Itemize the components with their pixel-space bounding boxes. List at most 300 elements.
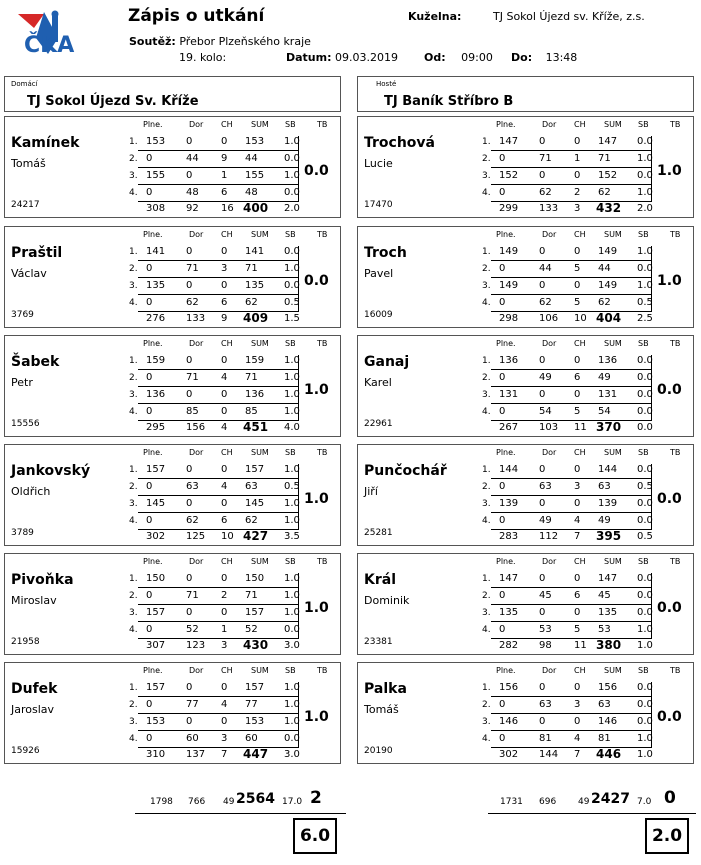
column-header: CH	[574, 120, 586, 129]
score-cell: 0	[221, 389, 228, 400]
score-cell: 0	[574, 573, 581, 584]
player-first-name: Dominik	[364, 594, 410, 607]
column-header: SUM	[604, 448, 622, 457]
row-number: 4.	[129, 407, 138, 417]
row-underline	[138, 420, 299, 421]
column-header: Dor	[189, 230, 204, 239]
player-id: 15926	[11, 746, 40, 756]
score-cell: 0	[146, 187, 153, 198]
column-divider	[298, 464, 299, 530]
player-surname: Šabek	[11, 354, 60, 370]
score-cell: 0	[186, 573, 193, 584]
score-cell: 3	[221, 733, 228, 744]
column-header: SUM	[251, 120, 269, 129]
player-total-cell: 3.5	[284, 531, 300, 542]
score-cell: 1	[221, 170, 228, 181]
column-header: SB	[285, 230, 296, 239]
column-header: SUM	[251, 666, 269, 675]
row-number: 2.	[482, 154, 491, 164]
score-cell: 0	[221, 136, 228, 147]
player-id: 3789	[11, 528, 34, 538]
player-total-cell: 1.0	[637, 640, 653, 651]
column-header: TB	[317, 448, 328, 457]
row-underline	[138, 386, 299, 387]
column-header: Dor	[189, 557, 204, 566]
away-player-card	[357, 226, 694, 328]
row-underline	[491, 713, 652, 714]
score-cell: 81	[598, 733, 611, 744]
player-points: 0.0	[657, 709, 682, 725]
score-cell: 150	[245, 573, 265, 584]
score-cell: 6	[221, 187, 228, 198]
score-cell: 71	[186, 590, 199, 601]
player-total-cell: 0.0	[637, 422, 653, 433]
column-header: SB	[285, 448, 296, 457]
soutez-line	[129, 35, 311, 48]
column-header: SUM	[251, 557, 269, 566]
column-header: Plne.	[496, 557, 516, 566]
score-cell: 145	[245, 498, 265, 509]
row-number: 2.	[482, 482, 491, 492]
home-totals-underline	[135, 813, 346, 814]
score-cell: 44	[598, 263, 611, 274]
row-underline	[491, 420, 652, 421]
score-cell: 1.0	[284, 170, 300, 181]
round-label: 19. kolo:	[179, 51, 227, 64]
score-cell: 54	[598, 406, 611, 417]
score-cell: 0	[186, 246, 193, 257]
column-header: CH	[574, 339, 586, 348]
column-header: Dor	[542, 339, 557, 348]
score-cell: 77	[245, 699, 258, 710]
player-surname: Palka	[364, 681, 407, 697]
player-total-cell: 299	[499, 203, 519, 214]
player-points: 1.0	[304, 491, 329, 507]
player-id: 21958	[11, 637, 40, 647]
score-cell: 0.0	[637, 355, 653, 366]
row-underline	[491, 150, 652, 151]
player-total-cell: 9	[221, 313, 228, 324]
player-total-cell: 298	[499, 313, 519, 324]
player-first-name: Jiří	[364, 485, 378, 498]
score-cell: 0	[186, 682, 193, 693]
score-cell: 1	[221, 624, 228, 635]
player-points: 1.0	[657, 163, 682, 179]
score-cell: 1.0	[284, 573, 300, 584]
score-cell: 1.0	[284, 389, 300, 400]
column-header: CH	[221, 557, 233, 566]
score-cell: 135	[598, 607, 618, 618]
row-number: 1.	[482, 683, 491, 693]
score-cell: 157	[146, 607, 166, 618]
column-header: Plne.	[496, 120, 516, 129]
score-cell: 54	[539, 406, 552, 417]
row-number: 4.	[482, 516, 491, 526]
home-player-card	[4, 226, 341, 328]
column-header: SUM	[604, 557, 622, 566]
score-cell: 152	[598, 170, 618, 181]
row-underline	[491, 604, 652, 605]
row-number: 3.	[129, 717, 138, 727]
row-underline	[491, 696, 652, 697]
row-underline	[138, 529, 299, 530]
score-cell: 0.0	[637, 573, 653, 584]
player-first-name: Jaroslav	[11, 703, 55, 716]
score-cell: 1.0	[637, 187, 653, 198]
score-cell: 49	[598, 515, 611, 526]
score-cell: 85	[245, 406, 258, 417]
score-cell: 1.0	[284, 406, 300, 417]
column-header: TB	[317, 666, 328, 675]
player-total-sum: 432	[596, 201, 622, 215]
player-total-sum: 447	[243, 747, 269, 761]
column-header: TB	[670, 666, 681, 675]
home-total-dor: 766	[188, 797, 206, 807]
score-cell: 0.0	[637, 464, 653, 475]
logo-text: ČKA	[24, 33, 75, 58]
score-cell: 0	[499, 263, 506, 274]
player-surname: Kamínek	[11, 135, 80, 151]
score-cell: 63	[598, 699, 611, 710]
player-first-name: Tomáš	[364, 703, 399, 716]
column-header: CH	[221, 230, 233, 239]
score-cell: 153	[245, 716, 265, 727]
score-cell: 0	[221, 464, 228, 475]
score-cell: 139	[598, 498, 618, 509]
player-total-cell: 4.0	[284, 422, 300, 433]
score-cell: 131	[499, 389, 519, 400]
score-cell: 48	[245, 187, 258, 198]
score-cell: 4	[221, 481, 228, 492]
score-cell: 5	[574, 263, 581, 274]
row-number: 2.	[129, 700, 138, 710]
column-header: SUM	[251, 448, 269, 457]
player-total-cell: 112	[539, 531, 559, 542]
row-underline	[491, 512, 652, 513]
do-line	[511, 51, 577, 64]
player-total-sum: 370	[596, 420, 622, 434]
score-cell: 81	[539, 733, 552, 744]
score-cell: 1.0	[284, 464, 300, 475]
row-number: 1.	[482, 137, 491, 147]
score-cell: 5	[574, 406, 581, 417]
player-points: 1.0	[304, 382, 329, 398]
row-underline	[491, 369, 652, 370]
row-underline	[138, 369, 299, 370]
score-cell: 1	[574, 153, 581, 164]
score-cell: 0	[539, 607, 546, 618]
score-cell: 0	[574, 280, 581, 291]
player-id: 25281	[364, 528, 393, 538]
row-number: 2.	[129, 264, 138, 274]
score-cell: 157	[245, 464, 265, 475]
score-cell: 141	[146, 246, 166, 257]
player-surname: Pivoňka	[11, 572, 74, 588]
score-cell: 1.0	[637, 733, 653, 744]
row-underline	[491, 638, 652, 639]
column-divider	[651, 136, 652, 202]
score-cell: 0.0	[637, 406, 653, 417]
datum-line	[286, 51, 398, 64]
column-header: Dor	[542, 666, 557, 675]
row-underline	[491, 386, 652, 387]
kuzelna-label: Kuželna:	[408, 10, 462, 23]
score-cell: 0	[499, 481, 506, 492]
score-cell: 4	[221, 372, 228, 383]
row-number: 1.	[129, 465, 138, 475]
player-total-cell: 11	[574, 422, 587, 433]
player-total-cell: 4	[221, 422, 228, 433]
column-header: CH	[574, 557, 586, 566]
row-number: 2.	[129, 154, 138, 164]
column-divider	[651, 355, 652, 421]
row-underline	[138, 294, 299, 295]
player-total-cell: 267	[499, 422, 519, 433]
player-total-cell: 0.5	[637, 531, 653, 542]
score-cell: 144	[499, 464, 519, 475]
player-total-sum: 400	[243, 201, 269, 215]
score-cell: 0.0	[284, 187, 300, 198]
score-cell: 0	[499, 406, 506, 417]
score-cell: 0.0	[637, 170, 653, 181]
away-team-box	[357, 76, 694, 112]
player-first-name: Miroslav	[11, 594, 57, 607]
score-cell: 157	[245, 607, 265, 618]
row-underline	[138, 260, 299, 261]
away-player-card	[357, 116, 694, 218]
away-final-score: 2.0	[645, 818, 689, 854]
away-total-dor: 696	[539, 797, 557, 807]
row-number: 2.	[482, 264, 491, 274]
home-total-plne: 1798	[150, 797, 173, 807]
player-total-cell: 133	[539, 203, 559, 214]
score-cell: 0	[186, 464, 193, 475]
row-number: 3.	[482, 281, 491, 291]
row-underline	[138, 696, 299, 697]
score-cell: 155	[245, 170, 265, 181]
score-cell: 0	[186, 716, 193, 727]
score-cell: 1.0	[284, 498, 300, 509]
row-number: 1.	[129, 247, 138, 257]
score-cell: 1.0	[284, 136, 300, 147]
score-cell: 63	[186, 481, 199, 492]
score-cell: 1.0	[284, 716, 300, 727]
column-header: SB	[638, 557, 649, 566]
score-cell: 147	[598, 136, 618, 147]
score-cell: 147	[499, 573, 519, 584]
score-cell: 147	[598, 573, 618, 584]
away-total-tb: 0	[664, 788, 676, 808]
score-cell: 0.0	[637, 498, 653, 509]
player-total-cell: 3.0	[284, 640, 300, 651]
player-total-cell: 302	[499, 749, 519, 760]
player-total-cell: 98	[539, 640, 552, 651]
column-divider	[298, 355, 299, 421]
player-total-cell: 106	[539, 313, 559, 324]
score-cell: 156	[598, 682, 618, 693]
score-cell: 0	[146, 624, 153, 635]
score-cell: 62	[245, 297, 258, 308]
score-cell: 0	[539, 498, 546, 509]
score-cell: 63	[598, 481, 611, 492]
column-header: SB	[638, 120, 649, 129]
player-surname: Punčochář	[364, 463, 447, 479]
score-cell: 0	[539, 464, 546, 475]
score-cell: 0	[146, 481, 153, 492]
score-cell: 0	[499, 590, 506, 601]
player-total-cell: 133	[186, 313, 206, 324]
score-cell: 0	[499, 733, 506, 744]
score-cell: 85	[186, 406, 199, 417]
column-header: Plne.	[143, 666, 163, 675]
column-header: Plne.	[496, 666, 516, 675]
score-cell: 153	[146, 716, 166, 727]
player-total-cell: 1.5	[284, 313, 300, 324]
score-cell: 62	[245, 515, 258, 526]
column-header: TB	[317, 230, 328, 239]
column-header: CH	[574, 666, 586, 675]
score-cell: 1.0	[284, 590, 300, 601]
score-cell: 71	[245, 263, 258, 274]
score-cell: 157	[146, 464, 166, 475]
score-cell: 0.0	[637, 699, 653, 710]
score-cell: 145	[146, 498, 166, 509]
home-team-box	[4, 76, 341, 112]
row-number: 1.	[482, 574, 491, 584]
row-underline	[491, 294, 652, 295]
row-underline	[138, 512, 299, 513]
player-surname: Ganaj	[364, 354, 410, 370]
away-total-plne: 1731	[500, 797, 523, 807]
row-number: 3.	[129, 608, 138, 618]
score-cell: 62	[598, 297, 611, 308]
player-total-cell: 7	[574, 531, 581, 542]
score-cell: 0	[186, 607, 193, 618]
score-cell: 0	[574, 389, 581, 400]
player-total-cell: 276	[146, 313, 166, 324]
column-header: SB	[285, 120, 296, 129]
player-total-sum: 430	[243, 638, 269, 652]
player-first-name: Petr	[11, 376, 33, 389]
score-cell: 0.0	[637, 263, 653, 274]
player-id: 15556	[11, 419, 40, 429]
row-number: 2.	[129, 482, 138, 492]
score-cell: 0	[221, 716, 228, 727]
score-cell: 6	[574, 372, 581, 383]
row-number: 3.	[129, 281, 138, 291]
row-underline	[491, 201, 652, 202]
player-total-cell: 16	[221, 203, 234, 214]
row-number: 1.	[129, 137, 138, 147]
score-cell: 0	[221, 682, 228, 693]
score-cell: 0	[186, 355, 193, 366]
score-cell: 49	[539, 515, 552, 526]
row-number: 1.	[482, 247, 491, 257]
column-header: TB	[670, 230, 681, 239]
score-cell: 0	[539, 716, 546, 727]
score-cell: 71	[186, 372, 199, 383]
player-surname: Dufek	[11, 681, 58, 697]
score-cell: 136	[499, 355, 519, 366]
score-cell: 0.5	[284, 297, 300, 308]
row-number: 4.	[129, 516, 138, 526]
score-cell: 60	[186, 733, 199, 744]
row-underline	[138, 184, 299, 185]
column-header: Plne.	[143, 120, 163, 129]
score-cell: 48	[186, 187, 199, 198]
score-cell: 49	[598, 372, 611, 383]
away-total-ch: 49	[578, 797, 590, 807]
column-header: TB	[317, 339, 328, 348]
player-total-sum: 409	[243, 311, 269, 325]
row-number: 4.	[129, 188, 138, 198]
column-header: CH	[221, 120, 233, 129]
score-cell: 0	[146, 406, 153, 417]
score-cell: 135	[146, 280, 166, 291]
player-total-cell: 7	[574, 749, 581, 760]
score-cell: 52	[245, 624, 258, 635]
row-number: 3.	[482, 717, 491, 727]
score-cell: 0	[539, 136, 546, 147]
column-header: Dor	[542, 448, 557, 457]
score-cell: 0	[539, 355, 546, 366]
od-value: 09:00	[461, 51, 493, 64]
score-cell: 0	[221, 573, 228, 584]
score-cell: 49	[539, 372, 552, 383]
column-divider	[298, 573, 299, 639]
score-cell: 0	[499, 372, 506, 383]
home-team-name: TJ Sokol Újezd Sv. Kříže	[27, 94, 199, 109]
row-underline	[138, 311, 299, 312]
score-cell: 0	[499, 153, 506, 164]
row-number: 3.	[482, 390, 491, 400]
home-player-card	[4, 553, 341, 655]
score-cell: 0.0	[284, 153, 300, 164]
player-surname: Praštil	[11, 245, 63, 261]
row-number: 3.	[482, 608, 491, 618]
row-number: 2.	[482, 373, 491, 383]
column-header: Dor	[542, 557, 557, 566]
column-divider	[298, 136, 299, 202]
row-number: 3.	[482, 171, 491, 181]
home-player-card	[4, 662, 341, 764]
score-cell: 0	[499, 187, 506, 198]
column-header: SB	[638, 230, 649, 239]
row-number: 3.	[482, 499, 491, 509]
score-cell: 4	[221, 699, 228, 710]
cka-logo	[14, 8, 88, 58]
score-cell: 0.0	[284, 280, 300, 291]
column-header: SUM	[604, 230, 622, 239]
score-cell: 63	[539, 699, 552, 710]
row-number: 4.	[482, 188, 491, 198]
column-header: Plne.	[143, 230, 163, 239]
column-header: SUM	[604, 339, 622, 348]
column-header: SB	[285, 666, 296, 675]
score-cell: 0.5	[637, 481, 653, 492]
score-cell: 62	[186, 297, 199, 308]
score-cell: 0.0	[637, 590, 653, 601]
player-first-name: Oldřich	[11, 485, 51, 498]
score-cell: 0	[186, 498, 193, 509]
column-header: SB	[285, 339, 296, 348]
row-underline	[491, 621, 652, 622]
player-total-cell: 92	[186, 203, 199, 214]
row-number: 4.	[482, 625, 491, 635]
score-cell: 144	[598, 464, 618, 475]
away-total-sb: 7.0	[637, 797, 652, 807]
score-cell: 6	[574, 590, 581, 601]
